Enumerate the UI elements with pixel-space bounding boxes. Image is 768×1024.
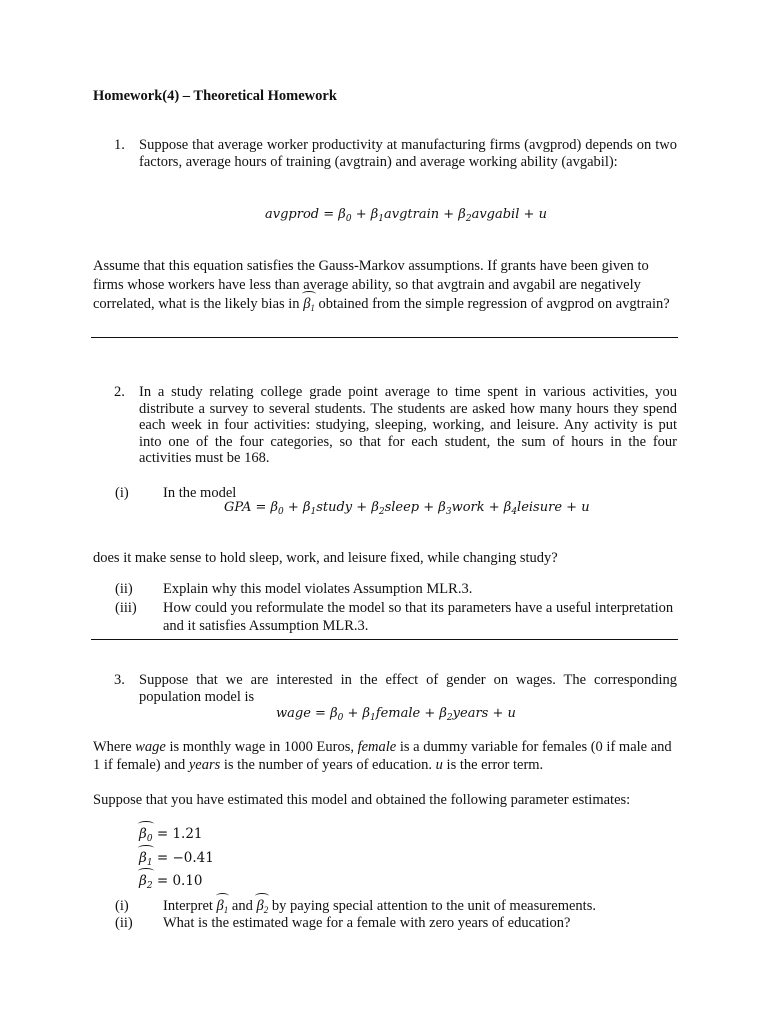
question-2-part-i: (i) In the model [115, 485, 237, 501]
question-text: Suppose that we are interested in the effect of gender on wages. The corresponding population model is [139, 672, 677, 705]
question-number: 1. [114, 137, 125, 153]
question-3-definitions: Where wage is monthly wage in 1000 Euros, female is a dummy variable for females (0 if male and 1 if female) and years is the number of years of education. u is the error term. [93, 739, 672, 773]
estimate-beta-0: $\beta_0 = 1.21$ [139, 825, 214, 849]
question-number: 2. [114, 384, 125, 400]
question-number: 3. [114, 672, 125, 688]
question-2-part-iii: (iii) How could you reformulate the model so that its parameters have a useful interpretation and it satisfies Assumption MLR.3. [115, 600, 674, 634]
question-text: Suppose that average worker productivity at manufacturing firms (avgprod) depends on two factors, average hours of training (avgtrain) and average working ability (avgabil): [139, 137, 677, 170]
question-text: In a study relating college grade point average to time spent in various activities, you distribute a survey to several students. The students are asked how many hours they spend each week in four activities: studying, sleeping, working, and leisure. Any activity is put into one of the four categories, so that for each student, the sum of hours in the four activities must be 168. [139, 384, 677, 466]
estimates-intro: Suppose that you have estimated this model and obtained the following parameter estimates: [93, 792, 631, 808]
question-1 [93, 137, 677, 170]
question-3 [93, 672, 677, 705]
question-3-part-i: (i) Interpret $\beta_1$ and $\beta_2$ by paying special attention to the unit of measurements. [93, 897, 677, 919]
question-2 [93, 384, 677, 467]
equation-wage: wage = $\beta_0$ + $\beta_1female$ + $\beta_2years + u$ [276, 706, 516, 723]
question-2-ask: does it make sense to hold sleep, work, and leisure fixed, while changing study? [93, 550, 558, 566]
beta-1-hat: $\beta_1$ [303, 295, 315, 318]
divider [91, 337, 678, 338]
parameter-estimates [139, 825, 214, 896]
question-1-followup: Assume that this equation satisfies the Gauss-Markov assumptions. If grants have been given to firms whose workers have less than average ability, so that avgtrain and avgabil are negatively correlated, what is the likely bias in $\beta_1$ obtained from the simple regression of avgprod on avgtrain? [93, 257, 677, 318]
beta-1-hat: $\beta_1$ [217, 897, 229, 919]
estimate-beta-2: $\beta_2 = 0.10$ [139, 872, 214, 896]
question-2-part-ii: (ii) Explain why this model violates Assumption MLR.3. [115, 581, 473, 597]
divider [91, 639, 678, 640]
page-title: Homework(4) – Theoretical Homework [93, 88, 337, 104]
question-3-part-ii: (ii) What is the estimated wage for a female with zero years of education? [115, 915, 571, 931]
beta-2-hat: $\beta_2$ [256, 897, 268, 919]
equation-avgprod: avgprod = $\beta_0$ + $\beta_1avgtrain$ + $\beta_2avgabil + u$ [265, 207, 547, 224]
estimate-beta-1: $\beta_1 = -0.41$ [139, 849, 214, 873]
equation-gpa: GPA = $\beta_0$ + $\beta_1study$ + $\beta_2sleep$ + $\beta_3work$ + $\beta_4leisure + u$ [224, 500, 590, 517]
